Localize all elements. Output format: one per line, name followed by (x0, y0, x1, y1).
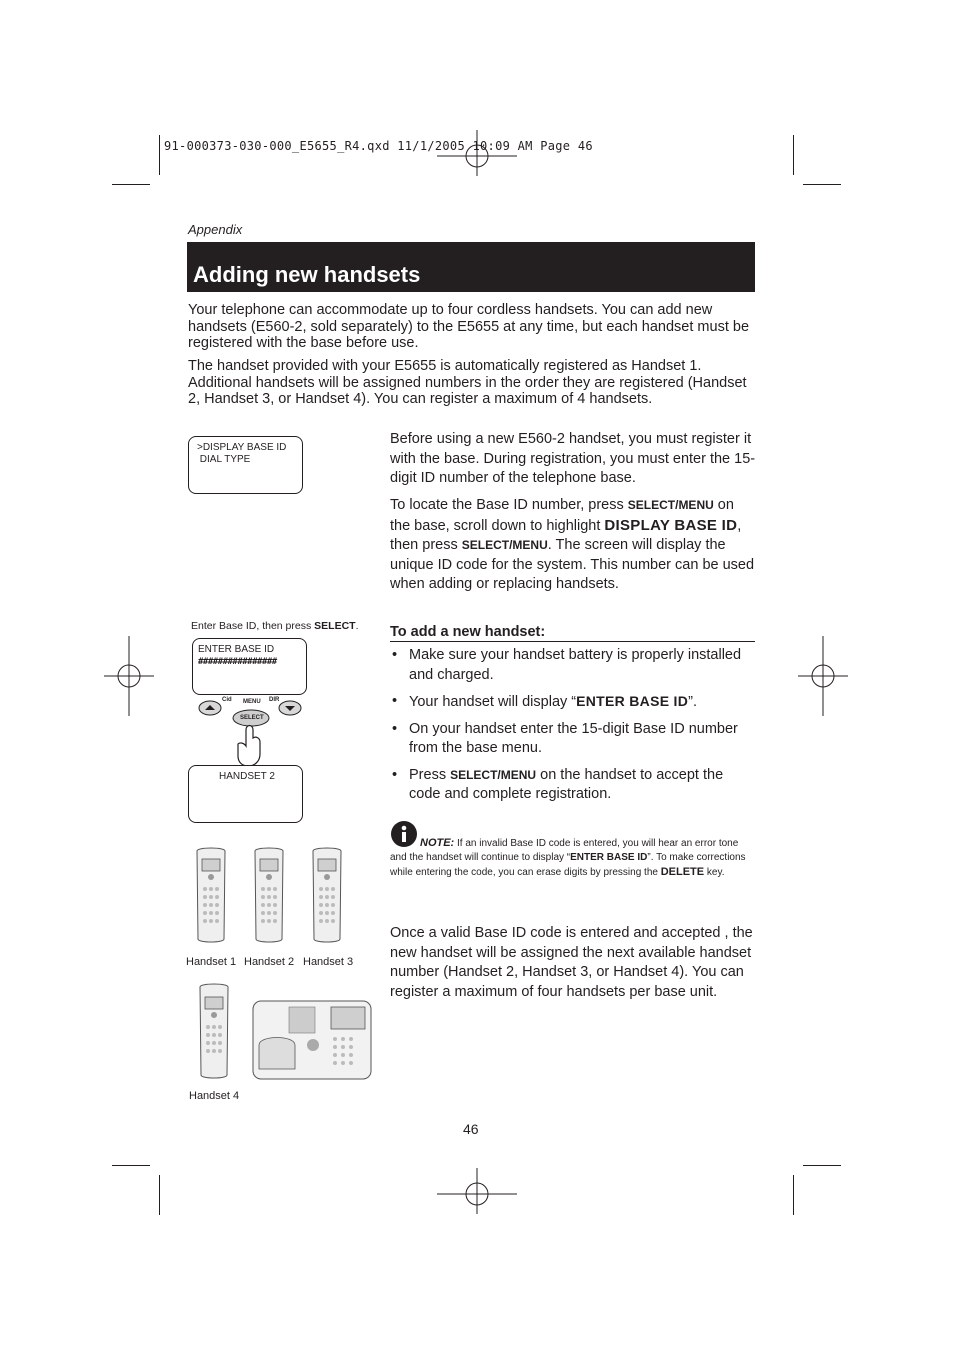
caption-handset-4: Handset 4 (189, 1090, 240, 1102)
lcd-handset-2 (188, 765, 303, 823)
figure-caption-enter-base-id (191, 620, 359, 632)
text-run: on the base, scroll down to highlight (390, 497, 734, 534)
text-run: . (355, 620, 359, 632)
base-id-paragraph-1: Before using a new E560-2 handset, you must register it with the base. During registration, you must enter the 15-digit ID number of the telephone base. (390, 431, 756, 486)
lcd-line: DIAL TYPE (197, 454, 251, 465)
key-cid-label: Cid (222, 697, 232, 703)
registration-mark-right (798, 636, 848, 716)
registration-mark-left (104, 636, 154, 716)
display-base-id-label: DISPLAY BASE ID (604, 516, 738, 534)
section-label: Appendix (188, 222, 243, 237)
key-select-menu: SELECT/MENU (461, 538, 548, 552)
text-run: Your handset will display “ (409, 694, 577, 710)
text-run: , then press (390, 517, 742, 553)
intro-paragraph-2: The handset provided with your E5655 is automatically registered as Handset 1. Additional handsets will be assigned numbers in the order they are registered (Handset 2, Handset 3, or Handset 4). You can register a maximum of 4 handsets. (188, 358, 747, 407)
lcd-enter-base-id (192, 638, 307, 695)
handsets-illustration (192, 845, 362, 945)
intro-paragraph-1: Your telephone can accommodate up to four cordless handsets. You can add new handsets (E560-2, sold separately) to the E5655 at any time, but each handset must be registered with the base before use. (188, 302, 750, 351)
closing-paragraph: Once a valid Base ID code is entered and accepted , the new handset will be assigned the next available handset number (Handset 2, Handset 3, or Handset 4). You can register a maximum of four handsets per base unit. (390, 925, 753, 1000)
list-item (390, 692, 756, 713)
key-dir-label: DIR (269, 697, 280, 703)
text-run: key. (704, 867, 725, 878)
text-run: ”. To make corrections while entering the code, you can erase digits by pressing the (390, 852, 746, 878)
text-run: ”. (688, 694, 698, 710)
key-select-menu: SELECT/MENU (627, 498, 714, 512)
handset-and-base-illustration (195, 983, 375, 1083)
keypad-illustration (196, 694, 306, 768)
key-enter-base-id: ENTER BASE ID (576, 693, 689, 709)
key-select: SELECT (314, 620, 356, 632)
caption-handset-2: Handset 2 (244, 956, 295, 968)
text-run: If an invalid Base ID code is entered, you will hear an error tone and the handset will continue to display “ (390, 838, 739, 863)
add-handset-heading: To add a new handset: (390, 624, 755, 642)
lcd-line: ################ (198, 657, 277, 667)
text-run: on the handset to accept the code and complete registration. (409, 766, 724, 802)
key-delete: DELETE (660, 866, 705, 878)
key-menu-label: MENU (243, 699, 261, 705)
lcd-line: ENTER BASE ID (198, 644, 275, 655)
key-select-label: SELECT (240, 715, 264, 721)
list-item (390, 766, 756, 805)
text-run: To locate the Base ID number, press (390, 497, 628, 513)
file-info-header: 91-000373-030-000_E5655_R4.qxd 11/1/2005 10:09 AM Page 46 (164, 139, 593, 153)
title-bar (187, 242, 755, 292)
registration-mark-top (437, 120, 517, 200)
text-run: Press (409, 766, 451, 783)
text-run: Enter Base ID, then press (191, 620, 315, 632)
page-number: 46 (463, 1121, 479, 1137)
page-title: Adding new handsets (193, 262, 421, 287)
base-id-paragraph-2 (390, 496, 756, 595)
lcd-line: >DISPLAY BASE ID (197, 442, 287, 453)
list-item: • On your handset enter the 15-digit Base ID number from the base menu. (390, 720, 756, 759)
note-block (390, 836, 756, 880)
key-select-menu: SELECT/MENU (450, 767, 537, 782)
caption-handset-1: Handset 1 (186, 956, 237, 968)
lcd-display-base-id (188, 436, 303, 494)
list-item: • Make sure your handset battery is properly installed and charged. (390, 646, 756, 685)
key-enter-base-id: ENTER BASE ID (570, 852, 648, 863)
note-label: NOTE: (420, 837, 455, 849)
text-run: . The screen will display the unique ID code for the system. This number can be used when adding or replacing handsets. (390, 537, 755, 592)
add-handset-steps (390, 646, 756, 812)
lcd-line: HANDSET 2 (219, 771, 275, 782)
registration-mark-bottom (437, 1158, 517, 1238)
caption-handset-3: Handset 3 (303, 956, 354, 968)
